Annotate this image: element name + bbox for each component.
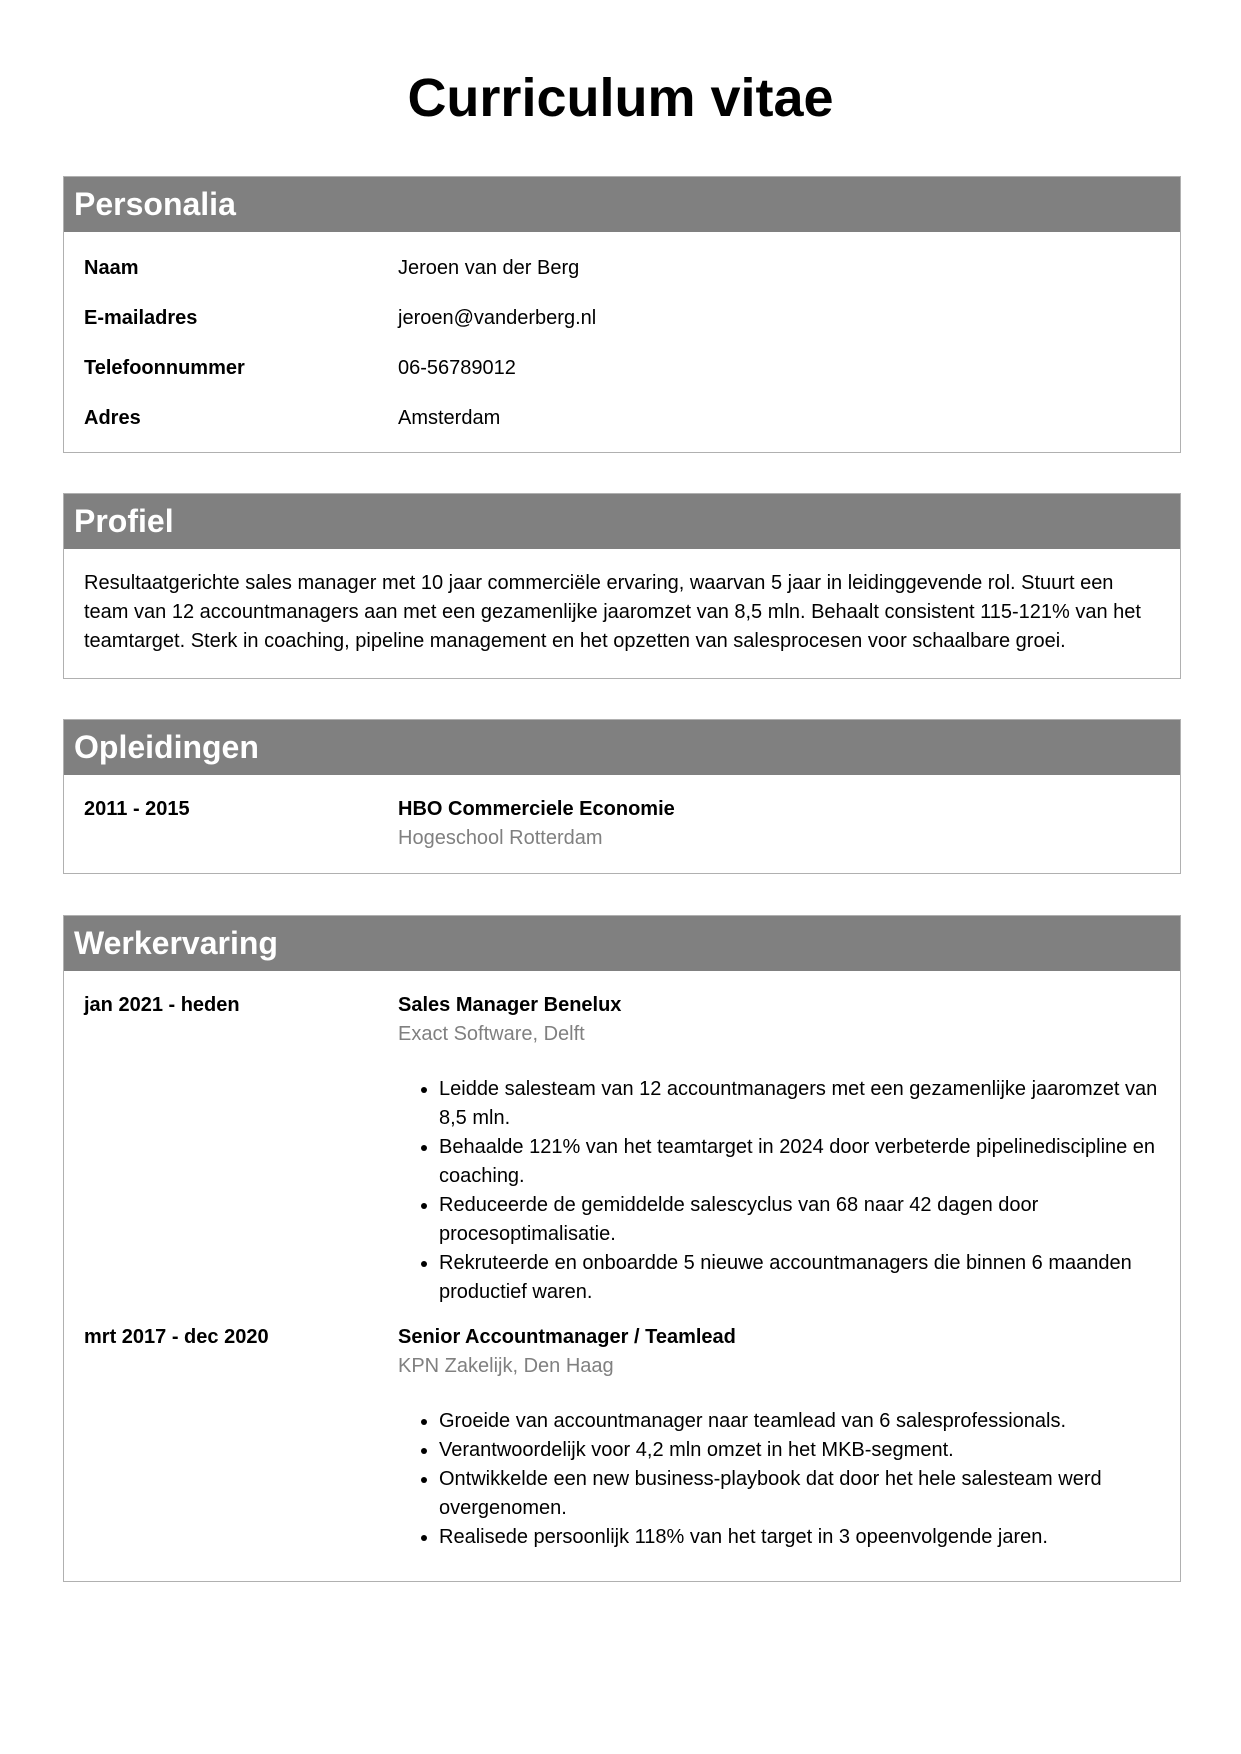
section-header-werkervaring: Werkervaring <box>64 916 1180 971</box>
field-label: E-mailadres <box>84 307 198 329</box>
education-title: HBO Commerciele Economie <box>398 798 675 820</box>
work-bullet: • Leidde salesteam van 12 accountmanagers met een gezamenlijke jaaromzet van 8,5 mln. <box>439 1075 1160 1133</box>
work-bullets <box>398 1075 1160 1307</box>
opleidingen-body <box>64 775 1180 867</box>
work-bullet: • Verantwoordelijk voor 4,2 mln omzet in het MKB-segment. <box>439 1436 1160 1465</box>
work-title: Senior Accountmanager / Teamlead <box>398 1326 736 1348</box>
education-institution: Hogeschool Rotterdam <box>398 827 603 849</box>
field-label: Adres <box>84 407 141 429</box>
field-value-telefoon: 06-56789012 <box>398 357 516 379</box>
work-bullet: • Ontwikkelde een new business-playbook dat door het hele salesteam werd overgenomen. <box>439 1465 1160 1523</box>
field-label: Naam <box>84 257 139 279</box>
section-werkervaring <box>63 915 1181 1582</box>
work-bullet: • Reduceerde de gemiddelde salescyclus van 68 naar 42 dagen door procesoptimalisatie. <box>439 1191 1160 1249</box>
field-value-naam: Jeroen van der Berg <box>398 257 580 279</box>
personalia-row-telefoon <box>84 343 1160 393</box>
werkervaring-body <box>64 971 1180 1566</box>
section-header-opleidingen: Opleidingen <box>64 720 1180 775</box>
page-title: Curriculum vitae <box>407 68 834 128</box>
profiel-body <box>64 549 1180 670</box>
work-period: jan 2021 - heden <box>84 994 240 1016</box>
work-company: Exact Software, Delft <box>398 1023 585 1045</box>
personalia-row-adres <box>84 393 1160 443</box>
work-bullet: • Behaalde 121% van het teamtarget in 2024 door verbeterde pipelinediscipline en coaching. <box>439 1133 1160 1191</box>
work-entry <box>84 1323 1160 1552</box>
field-value-email: jeroen@vanderberg.nl <box>398 307 597 329</box>
section-opleidingen <box>63 719 1181 874</box>
personalia-row-naam <box>84 243 1160 293</box>
work-bullet: • Realisede persoonlijk 118% van het target in 3 opeenvolgende jaren. <box>439 1523 1160 1552</box>
work-period: mrt 2017 - dec 2020 <box>84 1326 269 1348</box>
work-bullets <box>398 1407 1160 1552</box>
field-label: Telefoonnummer <box>84 357 245 379</box>
work-title: Sales Manager Benelux <box>398 994 622 1016</box>
profile-text: Resultaatgerichte sales manager met 10 jaar commerciële ervaring, waarvan 5 jaar in leidinggevende rol. Stuurt een team van 12 accountmanagers aan met een gezamenlijke jaaromzet van 8,5 mln. Behaalt consistent 115-121% van het teamtarget. Sterk in coaching, pipeline management en het opzetten van salesprocesen voor schaalbare groei. <box>84 572 1141 652</box>
education-period: 2011 - 2015 <box>84 798 190 820</box>
work-bullet: • Groeide van accountmanager naar teamlead van 6 salesprofessionals. <box>439 1407 1160 1436</box>
section-header-personalia: Personalia <box>64 177 1180 232</box>
work-entry <box>84 991 1160 1307</box>
personalia-body <box>64 232 1180 457</box>
work-company: KPN Zakelijk, Den Haag <box>398 1355 614 1377</box>
section-header-profiel: Profiel <box>64 494 1180 549</box>
section-personalia <box>63 176 1181 453</box>
personalia-row-email <box>84 293 1160 343</box>
work-bullet: • Rekruteerde en onboardde 5 nieuwe accountmanagers die binnen 6 maanden productief waren. <box>439 1249 1160 1307</box>
field-value-adres: Amsterdam <box>398 407 501 429</box>
education-entry <box>84 795 1160 853</box>
section-profiel <box>63 493 1181 679</box>
